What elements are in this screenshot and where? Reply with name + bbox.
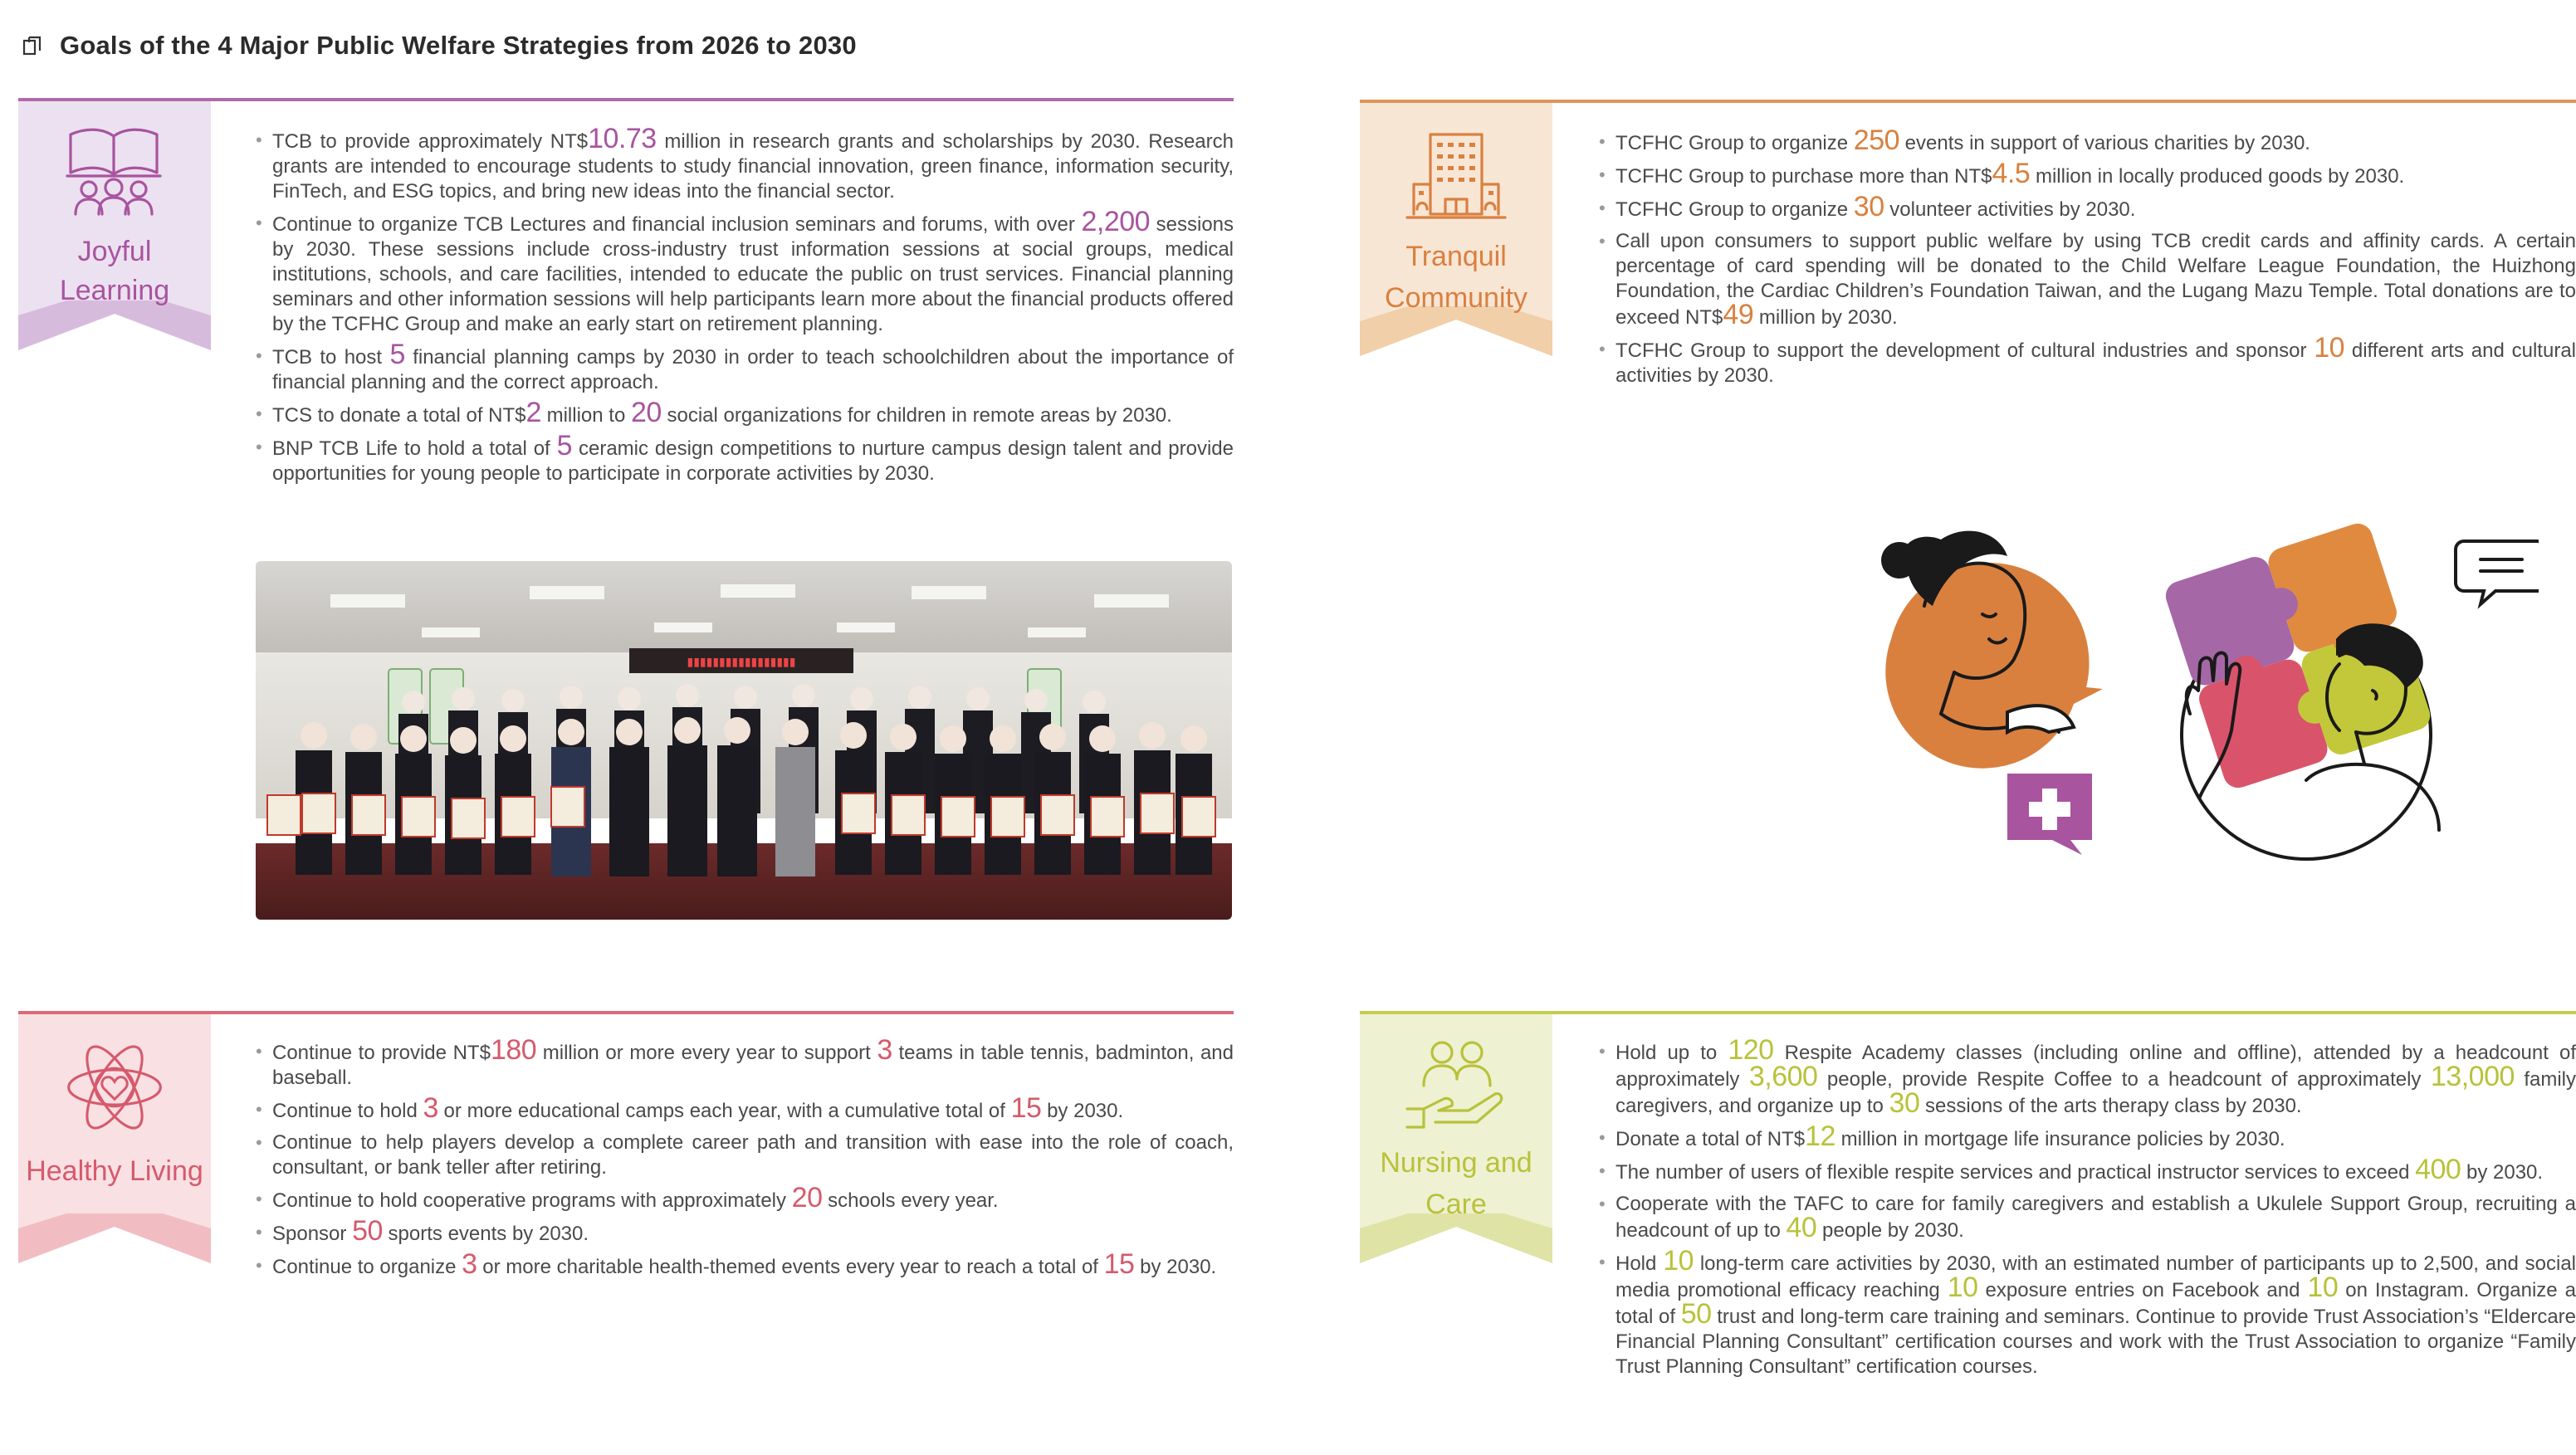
bullet-text: million to bbox=[540, 404, 631, 427]
bullet-item bbox=[256, 1092, 1234, 1124]
building-community-icon bbox=[1402, 123, 1510, 231]
people-puzzle-illustration bbox=[1875, 515, 2539, 913]
bullet-text: Continue to organize bbox=[272, 1256, 462, 1278]
bullet-text: The number of users of flexible respite services and practical instructor services to exceed bbox=[1615, 1161, 2416, 1184]
highlight-number: 400 bbox=[2415, 1154, 2461, 1185]
bullet-text: Hold bbox=[1615, 1252, 1664, 1275]
bullet-item bbox=[1599, 1192, 2576, 1243]
bullet-item bbox=[256, 1130, 1234, 1180]
highlight-number: 250 bbox=[1853, 125, 1900, 156]
bullet-text: Continue to organize TCB Lectures and financial inclusion seminars and forums, with over bbox=[272, 213, 1082, 236]
bullet-item bbox=[256, 1182, 1234, 1213]
highlight-number: 3 bbox=[877, 1034, 892, 1066]
section-joyful-learning bbox=[18, 98, 1234, 513]
bullet-text: TCB to host bbox=[272, 346, 390, 369]
bullet-text: long-term care activities by 2030, with an estimated number of participants up to 2,500, and social media promotional efficacy reaching bbox=[1615, 1252, 2576, 1301]
bullet-text: Continue to help players develop a complete career path and transition with ease into the role of coach, consultant, or bank teller after retiring. bbox=[272, 1131, 1234, 1179]
bullet-text: events in support of various charities by 2030. bbox=[1899, 132, 2310, 154]
bullet-text: million in research grants and scholarships by 2030. Research grants are intended to encourage students to study financial innovation, green finance, information security, FinTech, and ESG topics, and bring new ideas into the financial sector. bbox=[272, 130, 1234, 203]
group-photo bbox=[256, 561, 1232, 920]
bullet-text: Sponsor bbox=[272, 1223, 353, 1245]
highlight-number: 50 bbox=[352, 1215, 383, 1247]
page-header bbox=[22, 25, 857, 66]
bullet-text: Donate a total of NT$ bbox=[1615, 1128, 1806, 1150]
tranquil-bullet-list bbox=[1599, 125, 2576, 395]
bullet-text: million or more every year to support bbox=[536, 1042, 877, 1064]
banner-label: Tranquil Community bbox=[1385, 241, 1528, 314]
bullet-text: BNP TCB Life to hold a total of bbox=[272, 437, 557, 460]
nursing-bullet-list bbox=[1599, 1034, 2576, 1386]
highlight-number: 20 bbox=[791, 1182, 823, 1213]
bullet-item bbox=[1599, 1121, 2576, 1152]
bullet-text: by 2030. bbox=[1041, 1100, 1124, 1122]
bullet-item bbox=[1599, 158, 2576, 189]
highlight-number: 3 bbox=[423, 1092, 438, 1124]
bullet-item bbox=[256, 1215, 1234, 1247]
highlight-number: 30 bbox=[1889, 1087, 1920, 1119]
bullet-text: people by 2030. bbox=[1816, 1219, 1964, 1242]
highlight-number: 20 bbox=[630, 397, 662, 428]
bullet-item bbox=[256, 206, 1234, 337]
bullet-text: million by 2030. bbox=[1753, 306, 1898, 329]
bullet-item bbox=[256, 430, 1234, 486]
highlight-number: 5 bbox=[389, 339, 405, 370]
bullet-text: Continue to provide NT$ bbox=[272, 1042, 491, 1064]
bullet-text: Continue to hold bbox=[272, 1100, 423, 1122]
bullet-text: by 2030. bbox=[2461, 1161, 2544, 1184]
highlight-number: 50 bbox=[1680, 1298, 1712, 1330]
bookmark-icon bbox=[22, 35, 43, 56]
banner-label: Joyful Learning bbox=[59, 236, 170, 306]
highlight-number: 2 bbox=[525, 397, 541, 428]
highlight-number: 2,200 bbox=[1081, 206, 1151, 237]
highlight-number: 120 bbox=[1728, 1034, 1774, 1066]
joyful-bullet-list bbox=[256, 123, 1234, 493]
bullet-text: TCFHC Group to organize bbox=[1615, 198, 1854, 221]
highlight-number: 30 bbox=[1853, 191, 1884, 222]
bullet-text: volunteer activities by 2030. bbox=[1884, 198, 2136, 221]
bullet-item bbox=[256, 123, 1234, 204]
highlight-number: 10 bbox=[2307, 1272, 2339, 1303]
bullet-text: TCFHC Group to support the development of cultural industries and sponsor bbox=[1615, 339, 2314, 362]
highlight-number: 15 bbox=[1010, 1092, 1042, 1124]
highlight-number: 5 bbox=[556, 430, 573, 461]
bullet-text: people, provide Respite Coffee to a headcount of approximately bbox=[1817, 1068, 2431, 1091]
highlight-number: 40 bbox=[1786, 1212, 1817, 1243]
bullet-item bbox=[1599, 229, 2576, 330]
section-nursing-and-care bbox=[1360, 1011, 2576, 1451]
bullet-item bbox=[1599, 191, 2576, 222]
banner-label: Healthy Living bbox=[26, 1155, 203, 1187]
bullet-text: TCB to provide approximately NT$ bbox=[272, 130, 589, 153]
highlight-number: 10.73 bbox=[588, 123, 657, 154]
svg-text:▮▮▮▮▮▮▮▮▮▮▮▮▮▮▮▮▮: ▮▮▮▮▮▮▮▮▮▮▮▮▮▮▮▮▮ bbox=[687, 656, 796, 669]
bullet-text: teams in table tennis, badminton, and baseball. bbox=[272, 1042, 1234, 1089]
highlight-number: 49 bbox=[1723, 299, 1754, 330]
bullet-text: sessions of the arts therapy class by 2030. bbox=[1919, 1095, 2302, 1117]
highlight-number: 3,600 bbox=[1748, 1061, 1818, 1092]
bullet-text: TCS to donate a total of NT$ bbox=[272, 404, 526, 427]
bullet-text: Respite Academy classes (including online and offline), attended by a headcount of approximately bbox=[1615, 1042, 2576, 1091]
healthy-bullet-list bbox=[256, 1034, 1234, 1287]
highlight-number: 4.5 bbox=[1992, 158, 2031, 189]
bullet-item bbox=[256, 339, 1234, 395]
bullet-text: TCFHC Group to purchase more than NT$ bbox=[1615, 165, 1992, 188]
bullet-text: Hold up to bbox=[1615, 1042, 1728, 1064]
bullet-item bbox=[256, 397, 1234, 428]
bullet-text: trust and long-term care training and seminars. Continue to provide Trust Association’s “Eldercare Financial Planning Consultant” certification courses and work with the Trust Association to organize “Family Trust Planning Consultant” certification courses. bbox=[1615, 1306, 2576, 1378]
bullet-text: sports events by 2030. bbox=[382, 1223, 589, 1245]
bullet-text: ceramic design competitions to nurture campus design talent and provide opportunities for young people to participate in corporate activities by 2030. bbox=[272, 437, 1234, 485]
bullet-item bbox=[1599, 125, 2576, 156]
caring-hand-people-icon bbox=[1402, 1028, 1510, 1135]
bullet-text: sessions by 2030. These sessions include cross-industry trust information sessions at social groups, medical institutions, schools, and care facilities, intended to educate the public on trust services. Financial planning seminars and other information sessions will help participants learn more about the financial products offered by the TCFHC Group and make an early start on retirement planning. bbox=[272, 213, 1234, 335]
bullet-text: or more educational camps each year, with a cumulative total of bbox=[437, 1100, 1011, 1122]
bullet-item bbox=[256, 1034, 1234, 1091]
bullet-text: Continue to hold cooperative programs with approximately bbox=[272, 1189, 792, 1212]
highlight-number: 10 bbox=[1663, 1245, 1694, 1277]
highlight-number: 10 bbox=[1947, 1272, 1978, 1303]
highlight-number: 13,000 bbox=[2430, 1061, 2515, 1092]
highlight-number: 3 bbox=[462, 1248, 477, 1280]
bullet-text: family caregivers, and organize up to bbox=[1615, 1068, 2576, 1117]
banner-label: Nursing and Care bbox=[1380, 1147, 1532, 1220]
bullet-item bbox=[256, 1248, 1234, 1280]
bullet-text: social organizations for children in remote areas by 2030. bbox=[661, 404, 1172, 427]
page-title: Goals of the 4 Major Public Welfare Strategies from 2026 to 2030 bbox=[60, 31, 857, 60]
bullet-text: by 2030. bbox=[1134, 1256, 1217, 1278]
heart-atom-icon bbox=[63, 1036, 166, 1139]
bullet-item bbox=[1599, 1245, 2576, 1379]
highlight-number: 10 bbox=[2314, 332, 2345, 364]
bullet-text: different arts and cultural activities by 2030. bbox=[1615, 339, 2576, 387]
bullet-text: exposure entries on Facebook and bbox=[1977, 1279, 2308, 1301]
section-tranquil-community bbox=[1360, 100, 2576, 515]
bullet-text: Cooperate with the TAFC to care for family caregivers and establish a Ukulele Support Group, recruiting a headcount of up to bbox=[1615, 1193, 2576, 1242]
bullet-text: or more charitable health-themed events every year to reach a total of bbox=[477, 1256, 1104, 1278]
bullet-text: Call upon consumers to support public welfare by using TCB credit cards and affinity cards. A certain percentage of card spending will be donated to the Child Welfare League Foundation, the Huizhong Foundation, the Cardiac Children’s Foundation Taiwan, and the Lugang Mazu Temple. Total donations are to exceed NT$ bbox=[1615, 230, 2576, 329]
bullet-text: on Instagram. Organize a total of bbox=[1615, 1279, 2576, 1328]
bullet-item bbox=[1599, 1154, 2576, 1185]
highlight-number: 12 bbox=[1805, 1121, 1835, 1152]
highlight-number: 15 bbox=[1103, 1248, 1135, 1280]
bullet-item bbox=[1599, 1034, 2576, 1119]
bullet-item bbox=[1599, 332, 2576, 388]
highlight-number: 180 bbox=[490, 1034, 537, 1066]
bullet-text: schools every year. bbox=[822, 1189, 999, 1212]
section-healthy-living bbox=[18, 1011, 1234, 1343]
bullet-text: financial planning camps by 2030 in order to teach schoolchildren about the importance of financial planning and the correct approach. bbox=[272, 346, 1234, 393]
reading-book-people-icon bbox=[61, 118, 169, 226]
bullet-text: million in mortgage life insurance policies by 2030. bbox=[1835, 1128, 2285, 1150]
bullet-text: TCFHC Group to organize bbox=[1615, 132, 1854, 154]
bullet-text: million in locally produced goods by 2030. bbox=[2030, 165, 2405, 188]
